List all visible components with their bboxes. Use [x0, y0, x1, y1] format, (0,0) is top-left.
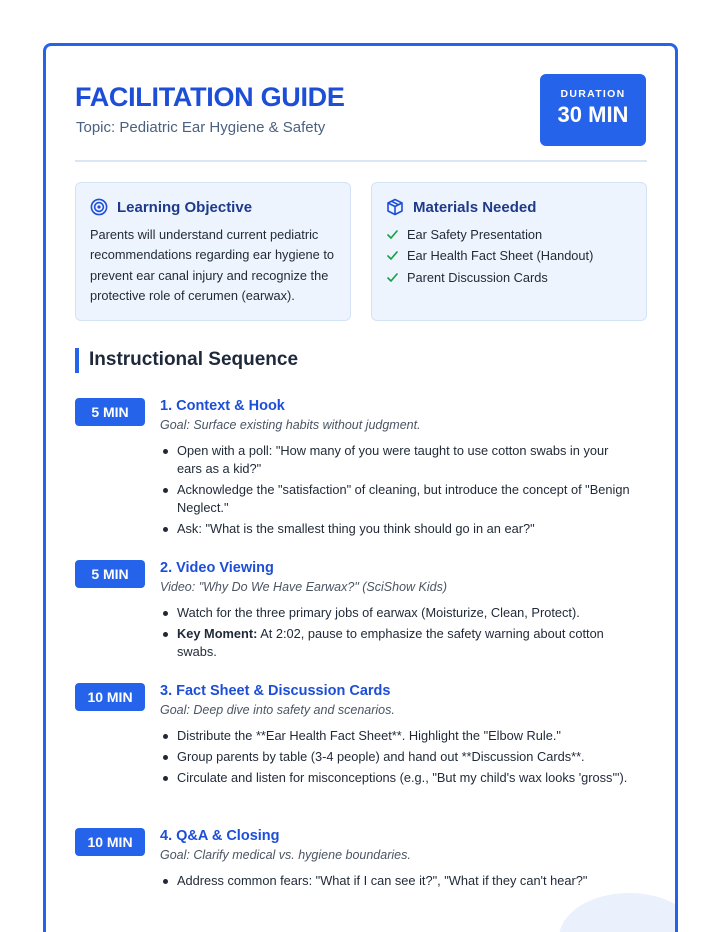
- materials-heading: Materials Needed: [413, 198, 537, 216]
- list-item: [160, 604, 630, 622]
- time-badge: 10 MIN: [75, 683, 145, 711]
- bullet-text: Address common fears: "What if I can see it?", "What if they can't hear?": [177, 873, 588, 888]
- time-badge: 5 MIN: [75, 560, 145, 588]
- bullet-text: Open with a poll: "How many of you were taught to use cotton swabs in your ears as a kid?": [177, 443, 609, 476]
- duration-label: DURATION: [560, 88, 626, 100]
- step-goal: Goal: Surface existing habits without judgment.: [160, 418, 421, 432]
- step-goal: Goal: Clarify medical vs. hygiene boundaries.: [160, 848, 411, 862]
- step-bullets: [160, 872, 630, 893]
- list-item: [160, 520, 630, 538]
- bullet-text: Group parents by table (3-4 people) and hand out **Discussion Cards**.: [177, 749, 585, 764]
- header-divider: [75, 160, 647, 162]
- material-item-label: Parent Discussion Cards: [407, 269, 548, 285]
- box-icon: [386, 198, 404, 216]
- step-bullets: [160, 727, 630, 790]
- step-title: 3. Fact Sheet & Discussion Cards: [160, 683, 391, 699]
- check-icon: [386, 249, 399, 262]
- material-item-label: Ear Safety Presentation: [407, 227, 543, 242]
- bullet-text: Watch for the three primary jobs of earwax (Moisturize, Clean, Protect).: [177, 605, 580, 620]
- step-title: 2. Video Viewing: [160, 560, 274, 576]
- list-item: [160, 727, 630, 745]
- section-accent-bar: [75, 348, 79, 373]
- list-item: [160, 748, 630, 766]
- list-item: [160, 442, 630, 478]
- objective-card: [75, 182, 351, 321]
- bullet-text: Circulate and listen for misconceptions (e.g., "But my child's wax looks 'gross'").: [177, 770, 628, 785]
- duration-value: 30 MIN: [557, 102, 629, 127]
- list-item: [160, 481, 630, 517]
- bullet-text: Acknowledge the "satisfaction" of cleaning, but introduce the concept of "Benign Neglect.": [177, 482, 630, 515]
- objective-text: Parents will understand current pediatric recommendations regarding ear hygiene to prevent ear canal injury and recognize the protective role of cerumen (earwax).: [90, 227, 334, 303]
- bullet-text: Distribute the **Ear Health Fact Sheet**. Highlight the "Elbow Rule.": [177, 728, 561, 743]
- list-item: [386, 267, 593, 288]
- step-goal: Video: "Why Do We Have Earwax?" (SciShow Kids): [160, 580, 447, 594]
- objective-heading: Learning Objective: [117, 198, 253, 216]
- list-item: [160, 625, 630, 661]
- step-title: 4. Q&A & Closing: [160, 828, 280, 844]
- step-title: 1. Context & Hook: [160, 398, 285, 414]
- bullet-text: At 2:02, pause to emphasize the safety warning about cotton swabs.: [177, 626, 604, 659]
- list-item: [160, 769, 630, 787]
- check-icon: [386, 271, 399, 284]
- time-badge: 5 MIN: [75, 398, 145, 426]
- material-item-label: Ear Health Fact Sheet (Handout): [407, 248, 594, 264]
- duration-badge: [540, 74, 646, 146]
- page-title: FACILITATION GUIDE: [75, 82, 345, 112]
- list-item: [386, 245, 593, 266]
- step-goal: Goal: Deep dive into safety and scenarios.: [160, 703, 395, 717]
- check-icon: [386, 228, 399, 241]
- decorative-blob: [559, 893, 678, 932]
- step-bullets: [160, 604, 630, 664]
- section-title: Instructional Sequence: [89, 349, 299, 370]
- target-icon: [90, 198, 108, 216]
- materials-card: [371, 182, 647, 321]
- time-badge: 10 MIN: [75, 828, 145, 856]
- guide-sheet: [43, 43, 678, 932]
- bullet-lead: Key Moment:: [177, 626, 258, 641]
- list-item: [160, 872, 630, 890]
- list-item: [386, 224, 593, 245]
- materials-list: [386, 224, 593, 288]
- bullet-text: Ask: "What is the smallest thing you think should go in an ear?": [177, 521, 535, 536]
- step-bullets: [160, 442, 630, 541]
- page-topic: Topic: Pediatric Ear Hygiene & Safety: [76, 119, 326, 136]
